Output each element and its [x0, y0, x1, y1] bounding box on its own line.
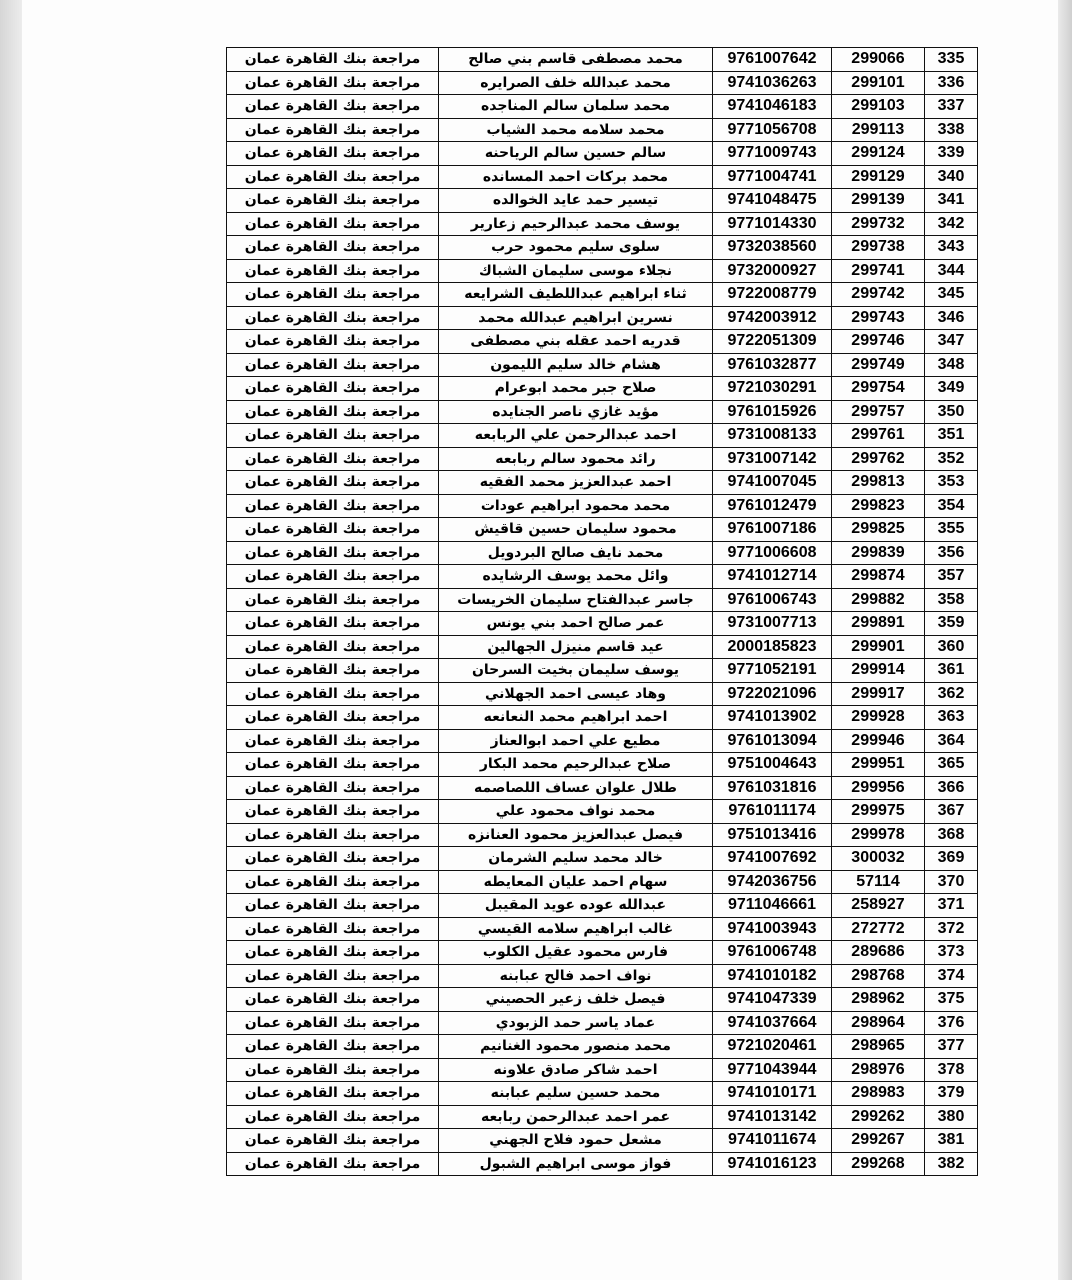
national-number-cell: 9771009743	[713, 142, 832, 166]
id-cell: 299101	[832, 71, 925, 95]
national-number-cell: 9742003912	[713, 306, 832, 330]
table-row	[227, 612, 978, 636]
sequence-cell: 341	[925, 189, 978, 213]
national-number-cell: 9741036263	[713, 71, 832, 95]
sequence-cell: 352	[925, 447, 978, 471]
id-cell: 289686	[832, 941, 925, 965]
name-cell: هشام خالد سليم الليمون	[439, 353, 713, 377]
note-cell: مراجعة بنك القاهرة عمان	[227, 118, 439, 142]
national-number-cell: 9771014330	[713, 212, 832, 236]
note-cell: مراجعة بنك القاهرة عمان	[227, 776, 439, 800]
sequence-cell: 350	[925, 400, 978, 424]
table-row	[227, 377, 978, 401]
national-number-cell: 9771004741	[713, 165, 832, 189]
national-number-cell: 9741012714	[713, 565, 832, 589]
sequence-cell: 372	[925, 917, 978, 941]
national-number-cell: 9761031816	[713, 776, 832, 800]
name-cell: احمد شاكر صادق علاونه	[439, 1058, 713, 1082]
id-cell: 299103	[832, 95, 925, 119]
sequence-cell: 356	[925, 541, 978, 565]
sequence-cell: 354	[925, 494, 978, 518]
sequence-cell: 355	[925, 518, 978, 542]
note-cell: مراجعة بنك القاهرة عمان	[227, 71, 439, 95]
name-cell: عمر احمد عبدالرحمن ربابعه	[439, 1105, 713, 1129]
note-cell: مراجعة بنك القاهرة عمان	[227, 1058, 439, 1082]
id-cell: 299761	[832, 424, 925, 448]
name-cell: صلاح عبدالرحيم محمد البكار	[439, 753, 713, 777]
name-cell: نسرين ابراهيم عبدالله محمد	[439, 306, 713, 330]
note-cell: مراجعة بنك القاهرة عمان	[227, 494, 439, 518]
id-cell: 299825	[832, 518, 925, 542]
national-number-cell: 9742036756	[713, 870, 832, 894]
sequence-cell: 367	[925, 800, 978, 824]
note-cell: مراجعة بنك القاهرة عمان	[227, 424, 439, 448]
id-cell: 299917	[832, 682, 925, 706]
note-cell: مراجعة بنك القاهرة عمان	[227, 565, 439, 589]
name-cell: محمد بركات احمد المسانده	[439, 165, 713, 189]
id-cell: 299882	[832, 588, 925, 612]
national-number-cell: 9732000927	[713, 259, 832, 283]
national-number-cell: 9741003943	[713, 917, 832, 941]
name-cell: غالب ابراهيم سلامه القيسي	[439, 917, 713, 941]
name-cell: احمد عبدالرحمن علي الربابعه	[439, 424, 713, 448]
name-cell: يوسف محمد عبدالرحيم زعارير	[439, 212, 713, 236]
sequence-cell: 376	[925, 1011, 978, 1035]
id-cell: 299746	[832, 330, 925, 354]
note-cell: مراجعة بنك القاهرة عمان	[227, 917, 439, 941]
note-cell: مراجعة بنك القاهرة عمان	[227, 941, 439, 965]
id-cell: 299874	[832, 565, 925, 589]
id-cell: 298983	[832, 1082, 925, 1106]
table-row	[227, 682, 978, 706]
id-cell: 298962	[832, 988, 925, 1012]
table-row	[227, 236, 978, 260]
national-number-cell: 9731007713	[713, 612, 832, 636]
id-cell: 298965	[832, 1035, 925, 1059]
note-cell: مراجعة بنك القاهرة عمان	[227, 753, 439, 777]
table-row	[227, 1035, 978, 1059]
note-cell: مراجعة بنك القاهرة عمان	[227, 283, 439, 307]
note-cell: مراجعة بنك القاهرة عمان	[227, 212, 439, 236]
note-cell: مراجعة بنك القاهرة عمان	[227, 471, 439, 495]
name-cell: نواف احمد فالح عبابنه	[439, 964, 713, 988]
table-row	[227, 95, 978, 119]
note-cell: مراجعة بنك القاهرة عمان	[227, 1152, 439, 1176]
note-cell: مراجعة بنك القاهرة عمان	[227, 964, 439, 988]
note-cell: مراجعة بنك القاهرة عمان	[227, 1082, 439, 1106]
national-number-cell: 9761013094	[713, 729, 832, 753]
name-cell: نجلاء موسى سليمان الشباك	[439, 259, 713, 283]
table-row	[227, 1082, 978, 1106]
national-number-cell: 9771056708	[713, 118, 832, 142]
table-body	[227, 48, 978, 1176]
sequence-cell: 339	[925, 142, 978, 166]
note-cell: مراجعة بنك القاهرة عمان	[227, 541, 439, 565]
name-cell: فيصل خلف زعير الحصيني	[439, 988, 713, 1012]
table-row	[227, 706, 978, 730]
national-number-cell: 9761011174	[713, 800, 832, 824]
table-row	[227, 1129, 978, 1153]
table-row	[227, 964, 978, 988]
table-row	[227, 306, 978, 330]
name-cell: صلاح جبر محمد ابوعرام	[439, 377, 713, 401]
table-row	[227, 894, 978, 918]
national-number-cell: 9741048475	[713, 189, 832, 213]
table-row	[227, 917, 978, 941]
sequence-cell: 336	[925, 71, 978, 95]
national-number-cell: 9771043944	[713, 1058, 832, 1082]
note-cell: مراجعة بنك القاهرة عمان	[227, 1011, 439, 1035]
table-row	[227, 447, 978, 471]
name-cell: مؤيد غازي ناصر الجنايده	[439, 400, 713, 424]
national-number-cell: 9761006748	[713, 941, 832, 965]
applicants-table	[226, 47, 978, 1176]
note-cell: مراجعة بنك القاهرة عمان	[227, 870, 439, 894]
table-row	[227, 941, 978, 965]
name-cell: سلوى سليم محمود حرب	[439, 236, 713, 260]
note-cell: مراجعة بنك القاهرة عمان	[227, 48, 439, 72]
national-number-cell: 9751004643	[713, 753, 832, 777]
id-cell: 299741	[832, 259, 925, 283]
id-cell: 298768	[832, 964, 925, 988]
note-cell: مراجعة بنك القاهرة عمان	[227, 330, 439, 354]
table-row	[227, 565, 978, 589]
name-cell: محمد سلمان سالم المناجده	[439, 95, 713, 119]
id-cell: 299268	[832, 1152, 925, 1176]
name-cell: رائد محمود سالم ربابعه	[439, 447, 713, 471]
id-cell: 300032	[832, 847, 925, 871]
id-cell: 299813	[832, 471, 925, 495]
table-row	[227, 870, 978, 894]
table-row	[227, 800, 978, 824]
name-cell: عيد قاسم منيزل الجهالين	[439, 635, 713, 659]
id-cell: 299139	[832, 189, 925, 213]
name-cell: محمد نواف محمود علي	[439, 800, 713, 824]
note-cell: مراجعة بنك القاهرة عمان	[227, 706, 439, 730]
name-cell: محمد منصور محمود الغنانيم	[439, 1035, 713, 1059]
name-cell: محمد محمود ابراهيم عودات	[439, 494, 713, 518]
national-number-cell: 9721020461	[713, 1035, 832, 1059]
sequence-cell: 373	[925, 941, 978, 965]
name-cell: خالد محمد سليم الشرمان	[439, 847, 713, 871]
id-cell: 299762	[832, 447, 925, 471]
id-cell: 299124	[832, 142, 925, 166]
sequence-cell: 374	[925, 964, 978, 988]
note-cell: مراجعة بنك القاهرة عمان	[227, 682, 439, 706]
id-cell: 299901	[832, 635, 925, 659]
note-cell: مراجعة بنك القاهرة عمان	[227, 988, 439, 1012]
id-cell: 299978	[832, 823, 925, 847]
id-cell: 299823	[832, 494, 925, 518]
table-row	[227, 588, 978, 612]
id-cell: 272772	[832, 917, 925, 941]
table-row	[227, 259, 978, 283]
name-cell: عمر صالح احمد بني يونس	[439, 612, 713, 636]
name-cell: تيسير حمد عايد الخوالده	[439, 189, 713, 213]
table-row	[227, 518, 978, 542]
sequence-cell: 349	[925, 377, 978, 401]
table-row	[227, 1105, 978, 1129]
table-row	[227, 48, 978, 72]
sequence-cell: 346	[925, 306, 978, 330]
national-number-cell: 9761007186	[713, 518, 832, 542]
sequence-cell: 375	[925, 988, 978, 1012]
table-row	[227, 776, 978, 800]
table-row	[227, 1058, 978, 1082]
national-number-cell: 9771006608	[713, 541, 832, 565]
sequence-cell: 338	[925, 118, 978, 142]
id-cell: 299914	[832, 659, 925, 683]
name-cell: محمد حسين سليم عبابنه	[439, 1082, 713, 1106]
id-cell: 299743	[832, 306, 925, 330]
name-cell: سالم حسين سالم الرياحنه	[439, 142, 713, 166]
name-cell: وائل محمد يوسف الرشايده	[439, 565, 713, 589]
table-row	[227, 283, 978, 307]
table-row	[227, 541, 978, 565]
table-row	[227, 988, 978, 1012]
national-number-cell: 9731008133	[713, 424, 832, 448]
table-row	[227, 753, 978, 777]
note-cell: مراجعة بنك القاهرة عمان	[227, 1105, 439, 1129]
sequence-cell: 371	[925, 894, 978, 918]
id-cell: 299839	[832, 541, 925, 565]
note-cell: مراجعة بنك القاهرة عمان	[227, 1035, 439, 1059]
sequence-cell: 360	[925, 635, 978, 659]
national-number-cell: 9741007692	[713, 847, 832, 871]
table-row	[227, 729, 978, 753]
sequence-cell: 380	[925, 1105, 978, 1129]
id-cell: 298976	[832, 1058, 925, 1082]
sequence-cell: 335	[925, 48, 978, 72]
note-cell: مراجعة بنك القاهرة عمان	[227, 447, 439, 471]
name-cell: محمد مصطفى قاسم بني صالح	[439, 48, 713, 72]
national-number-cell: 9741013902	[713, 706, 832, 730]
national-number-cell: 9741013142	[713, 1105, 832, 1129]
note-cell: مراجعة بنك القاهرة عمان	[227, 353, 439, 377]
id-cell: 299129	[832, 165, 925, 189]
name-cell: احمد عبدالعزيز محمد الفقيه	[439, 471, 713, 495]
table-row	[227, 142, 978, 166]
note-cell: مراجعة بنك القاهرة عمان	[227, 95, 439, 119]
national-number-cell: 9751013416	[713, 823, 832, 847]
sequence-cell: 337	[925, 95, 978, 119]
sequence-cell: 382	[925, 1152, 978, 1176]
sequence-cell: 363	[925, 706, 978, 730]
national-number-cell: 9761006743	[713, 588, 832, 612]
note-cell: مراجعة بنك القاهرة عمان	[227, 729, 439, 753]
name-cell: عبدالله عوده عويد المقيبل	[439, 894, 713, 918]
table-row	[227, 494, 978, 518]
sequence-cell: 370	[925, 870, 978, 894]
sequence-cell: 344	[925, 259, 978, 283]
table-row	[227, 1011, 978, 1035]
table-row	[227, 212, 978, 236]
table-row	[227, 471, 978, 495]
name-cell: ثناء ابراهيم عبداللطيف الشرايعه	[439, 283, 713, 307]
sequence-cell: 342	[925, 212, 978, 236]
id-cell: 299113	[832, 118, 925, 142]
table-row	[227, 353, 978, 377]
id-cell: 299267	[832, 1129, 925, 1153]
name-cell: فيصل عبدالعزيز محمود العنانزه	[439, 823, 713, 847]
sequence-cell: 351	[925, 424, 978, 448]
note-cell: مراجعة بنك القاهرة عمان	[227, 377, 439, 401]
table-row	[227, 635, 978, 659]
id-cell: 299891	[832, 612, 925, 636]
note-cell: مراجعة بنك القاهرة عمان	[227, 800, 439, 824]
sequence-cell: 348	[925, 353, 978, 377]
id-cell: 299742	[832, 283, 925, 307]
note-cell: مراجعة بنك القاهرة عمان	[227, 306, 439, 330]
sequence-cell: 359	[925, 612, 978, 636]
sequence-cell: 362	[925, 682, 978, 706]
id-cell: 299262	[832, 1105, 925, 1129]
sequence-cell: 357	[925, 565, 978, 589]
id-cell: 299738	[832, 236, 925, 260]
national-number-cell: 2000185823	[713, 635, 832, 659]
note-cell: مراجعة بنك القاهرة عمان	[227, 236, 439, 260]
note-cell: مراجعة بنك القاهرة عمان	[227, 518, 439, 542]
id-cell: 299928	[832, 706, 925, 730]
note-cell: مراجعة بنك القاهرة عمان	[227, 259, 439, 283]
national-number-cell: 9722021096	[713, 682, 832, 706]
table-row	[227, 659, 978, 683]
national-number-cell: 9761007642	[713, 48, 832, 72]
name-cell: احمد ابراهيم محمد النعانعه	[439, 706, 713, 730]
sequence-cell: 343	[925, 236, 978, 260]
name-cell: وهاد عيسى احمد الجهلاني	[439, 682, 713, 706]
name-cell: محمد سلامه محمد الشياب	[439, 118, 713, 142]
note-cell: مراجعة بنك القاهرة عمان	[227, 635, 439, 659]
name-cell: محمد نايف صالح البردويل	[439, 541, 713, 565]
name-cell: جاسر عبدالفتاح سليمان الخريسات	[439, 588, 713, 612]
table-row	[227, 189, 978, 213]
national-number-cell: 9741007045	[713, 471, 832, 495]
note-cell: مراجعة بنك القاهرة عمان	[227, 588, 439, 612]
table-row	[227, 823, 978, 847]
sequence-cell: 340	[925, 165, 978, 189]
note-cell: مراجعة بنك القاهرة عمان	[227, 165, 439, 189]
note-cell: مراجعة بنك القاهرة عمان	[227, 894, 439, 918]
national-number-cell: 9711046661	[713, 894, 832, 918]
name-cell: عماد ياسر حمد الزبودي	[439, 1011, 713, 1035]
name-cell: فواز موسى ابراهيم الشبول	[439, 1152, 713, 1176]
national-number-cell: 9741010182	[713, 964, 832, 988]
table-row	[227, 71, 978, 95]
table-row	[227, 847, 978, 871]
sequence-cell: 365	[925, 753, 978, 777]
national-number-cell: 9731007142	[713, 447, 832, 471]
name-cell: يوسف سليمان بخيت السرحان	[439, 659, 713, 683]
id-cell: 299946	[832, 729, 925, 753]
id-cell: 299754	[832, 377, 925, 401]
note-cell: مراجعة بنك القاهرة عمان	[227, 1129, 439, 1153]
national-number-cell: 9722008779	[713, 283, 832, 307]
table-row	[227, 118, 978, 142]
national-number-cell: 9741016123	[713, 1152, 832, 1176]
national-number-cell: 9732038560	[713, 236, 832, 260]
national-number-cell: 9741010171	[713, 1082, 832, 1106]
table-row	[227, 1152, 978, 1176]
note-cell: مراجعة بنك القاهرة عمان	[227, 847, 439, 871]
page-edge-right	[1058, 0, 1072, 1280]
name-cell: سهام احمد عليان المعايطه	[439, 870, 713, 894]
table-row	[227, 330, 978, 354]
name-cell: قدريه احمد عقله بني مصطفى	[439, 330, 713, 354]
note-cell: مراجعة بنك القاهرة عمان	[227, 142, 439, 166]
id-cell: 299757	[832, 400, 925, 424]
sequence-cell: 366	[925, 776, 978, 800]
national-number-cell: 9722051309	[713, 330, 832, 354]
table-row	[227, 165, 978, 189]
name-cell: محمد عبدالله خلف الصرايره	[439, 71, 713, 95]
note-cell: مراجعة بنك القاهرة عمان	[227, 189, 439, 213]
sequence-cell: 361	[925, 659, 978, 683]
page-edge-left	[0, 0, 22, 1280]
note-cell: مراجعة بنك القاهرة عمان	[227, 659, 439, 683]
sequence-cell: 345	[925, 283, 978, 307]
sequence-cell: 358	[925, 588, 978, 612]
id-cell: 299975	[832, 800, 925, 824]
national-number-cell: 9741037664	[713, 1011, 832, 1035]
id-cell: 299749	[832, 353, 925, 377]
note-cell: مراجعة بنك القاهرة عمان	[227, 612, 439, 636]
sequence-cell: 378	[925, 1058, 978, 1082]
note-cell: مراجعة بنك القاهرة عمان	[227, 400, 439, 424]
id-cell: 299951	[832, 753, 925, 777]
id-cell: 258927	[832, 894, 925, 918]
id-cell: 299066	[832, 48, 925, 72]
note-cell: مراجعة بنك القاهرة عمان	[227, 823, 439, 847]
id-cell: 299956	[832, 776, 925, 800]
sequence-cell: 377	[925, 1035, 978, 1059]
sequence-cell: 364	[925, 729, 978, 753]
id-cell: 298964	[832, 1011, 925, 1035]
sequence-cell: 381	[925, 1129, 978, 1153]
national-number-cell: 9741011674	[713, 1129, 832, 1153]
sequence-cell: 369	[925, 847, 978, 871]
national-number-cell: 9741047339	[713, 988, 832, 1012]
name-cell: طلال علوان عساف اللصاصمه	[439, 776, 713, 800]
national-number-cell: 9741046183	[713, 95, 832, 119]
name-cell: مطيع علي احمد ابوالعناز	[439, 729, 713, 753]
id-cell: 299732	[832, 212, 925, 236]
national-number-cell: 9761015926	[713, 400, 832, 424]
sequence-cell: 379	[925, 1082, 978, 1106]
national-number-cell: 9771052191	[713, 659, 832, 683]
sequence-cell: 353	[925, 471, 978, 495]
table-row	[227, 424, 978, 448]
name-cell: محمود سليمان حسين قاقيش	[439, 518, 713, 542]
name-cell: مشعل حمود فلاح الجهني	[439, 1129, 713, 1153]
table-row	[227, 400, 978, 424]
sequence-cell: 368	[925, 823, 978, 847]
national-number-cell: 9761012479	[713, 494, 832, 518]
sequence-cell: 347	[925, 330, 978, 354]
id-cell: 57114	[832, 870, 925, 894]
name-cell: فارس محمود عقيل الكلوب	[439, 941, 713, 965]
national-number-cell: 9721030291	[713, 377, 832, 401]
national-number-cell: 9761032877	[713, 353, 832, 377]
